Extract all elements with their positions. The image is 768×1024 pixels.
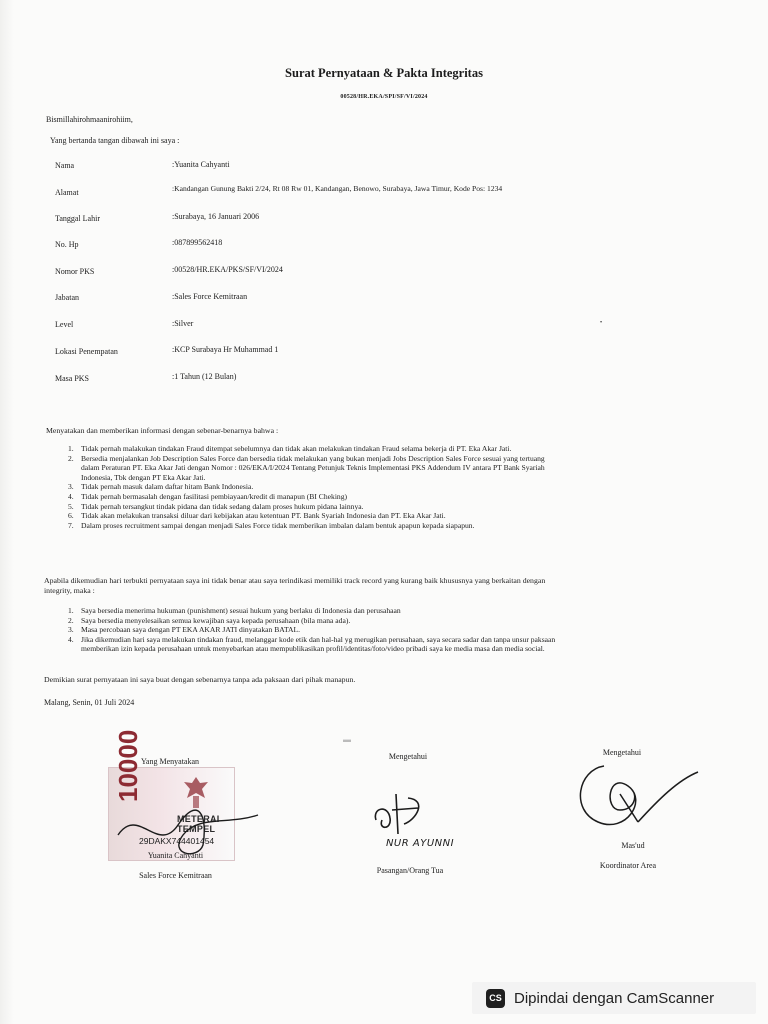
statement-number: 7. <box>68 520 74 530</box>
declarant-role: Sales Force Kemitraan <box>139 871 212 880</box>
consequence-text-line: Saya bersedia menyelesaikan semua kewajiban saya kepada perusahaan (bila mana ada). <box>81 615 351 625</box>
consequence-text-line: Saya bersedia menerima hukuman (punishment) sesuai hukum yang berlaku di Indonesia dan perusahaan <box>81 606 401 615</box>
stamp-serial: 29DAKX744401454 <box>139 836 215 846</box>
statement-item <box>68 502 728 512</box>
field-value-alamat: :Kandangan Gunung Bakti 2/24, Rt 08 Rw 01, Kandangan, Benowo, Surabaya, Jawa Timur, Kode Pos: 1234 <box>172 184 503 193</box>
consequence-item <box>68 635 728 654</box>
field-value-level: :Silver <box>172 319 194 328</box>
scan-mark: ▬ <box>343 735 351 744</box>
declarant-heading: Yang Menyatakan <box>140 757 200 766</box>
coordinator-heading: Mengetahui <box>602 748 642 757</box>
statement-text-line: Tidak pernah malakukan tindakan Fraud ditempat sebelumnya dan tidak akan melakukan tindakan Fraud selama bekerja di PT. Eka Akar Jati. <box>81 444 512 453</box>
statement-item <box>68 482 728 492</box>
statement-intro: Menyatakan dan memberikan informasi dengan sebenar-benarnya bahwa : <box>46 426 279 435</box>
field-label-tanggal-lahir: Tanggal Lahir <box>55 214 100 223</box>
consequence-intro-line1: Apabila dikemudian hari terbukti pernyataan saya ini tidak benar atau saya terindikasi memiliki track record yang kurang baik khususnya yang berkaitan dengan <box>44 576 546 585</box>
consequence-number: 2. <box>68 615 74 625</box>
document-number: 00528/HR.EKA/SPI/SF/VI/2024 <box>340 94 428 100</box>
field-label-no-hp: No. Hp <box>55 240 79 249</box>
statement-number: 5. <box>68 501 74 511</box>
consequence-intro-line2: integrity, maka : <box>44 586 95 595</box>
statement-text-line: Tidak akan melakukan transaksi diluar dari kebijakan atau ketentuan PT. Bank Syariah Indonesia dan PT. Eka Akar Jati. <box>81 511 446 521</box>
consequence-list <box>68 606 728 654</box>
statement-text-line: dalam Peraturan PT. Eka Akar Jati dengan Nomor : 026/EKA/I/2024 Tentang Petunjuk Teknis Implementasi PKS Addendum IV antara PT Bank Syariah <box>81 463 545 473</box>
statement-number: 6. <box>68 511 74 521</box>
consequence-item <box>68 606 728 616</box>
statement-list <box>68 444 728 530</box>
consequence-item <box>68 616 728 626</box>
statement-text-line: Indonesia, Tbk dengan PT Eka Akar Jati. <box>81 472 206 482</box>
witness-signature-icon <box>368 790 438 838</box>
statement-item <box>68 444 728 454</box>
camscanner-text: Dipindai dengan CamScanner <box>514 989 715 1007</box>
stamp-label-line1: METERAI <box>177 814 220 824</box>
consequence-text-line: memberikan izin kepada perusahaan untuk menyebarkan atau mempublikasikan profil/identitas/foto/video pribadi saya ke media masa dan media social. <box>81 644 545 654</box>
statement-item <box>68 511 728 521</box>
place-date: Malang, Senin, 01 Juli 2024 <box>44 698 135 707</box>
coordinator-role: Koordinator Area <box>599 861 657 870</box>
statement-item <box>68 454 728 483</box>
field-label-nama: Nama <box>55 161 75 170</box>
statement-text-line: Tidak pernah tersangkut tindak pidana dan tidak sedang dalam proses hukum pidana lainnya. <box>81 501 364 511</box>
closing-statement: Demikian surat pernyataan ini saya buat dengan sebenarnya tanpa ada paksaan dari pihak manapun. <box>44 675 356 684</box>
consequence-text-line: Jika dikemudian hari saya melakukan tindakan fraud, melanggar kode etik dan hal-hal yg merugikan perusahaan, saya secara sadar dan tanpa unsur paksaan <box>81 634 556 644</box>
camscanner-icon: CS <box>486 989 505 1008</box>
coordinator-name: Mas'ud <box>621 841 645 850</box>
statement-number: 3. <box>68 482 74 492</box>
statement-text-line: Tidak pernah masuk dalam daftar hitam Bank Indonesia. <box>81 482 254 492</box>
opening-line: Bismillahirohmaanirohiim, <box>46 115 133 124</box>
field-label-level: Level <box>55 320 74 329</box>
statement-number: 4. <box>68 491 74 501</box>
field-label-nomor-pks: Nomor PKS <box>55 267 95 276</box>
stamp-value: 10000 <box>113 729 143 802</box>
statement-text-line: Dalam proses recruitment sampai dengan menjadi Sales Force tidak memberikan imbalan dalam bentuk apapun kepada siapapun. <box>81 520 475 530</box>
field-value-masa-pks: :1 Tahun (12 Bulan) <box>172 372 237 381</box>
field-label-jabatan: Jabatan <box>55 293 79 302</box>
scan-edge-shadow <box>0 0 14 1024</box>
camscanner-badge <box>472 982 756 1014</box>
intro-line: Yang bertanda tangan dibawah ini saya : <box>50 136 180 145</box>
statement-item <box>68 521 728 531</box>
witness-role: Pasangan/Orang Tua <box>376 866 444 875</box>
witness-handwritten-name: NUR AYUNNI <box>385 838 455 849</box>
coordinator-signature-icon <box>568 760 703 850</box>
statement-text-line: Bersedia menjalankan Job Description Sales Force dan bersedia tidak melakukan yang bukan menjadi Jobs Description Sales Force sesuai yang tertuang <box>81 453 545 463</box>
consequence-text-line: Masa percobaan saya dengan PT EKA AKAR JATI dinyatakan BATAL. <box>81 625 300 635</box>
consequence-number: 1. <box>68 606 74 615</box>
field-label-lokasi-penempatan: Lokasi Penempatan <box>55 347 118 356</box>
declarant-name: Yuanita Cahyanti <box>147 851 204 860</box>
field-value-nama: :Yuanita Cahyanti <box>172 160 230 169</box>
witness-heading: Mengetahui <box>388 752 428 761</box>
consequence-item <box>68 625 728 635</box>
field-value-tanggal-lahir: :Surabaya, 16 Januari 2006 <box>172 212 260 221</box>
consequence-number: 3. <box>68 625 74 635</box>
stamp-label-line2: TEMPEL <box>177 824 216 834</box>
consequence-number: 4. <box>68 634 74 644</box>
scan-speck: • <box>600 320 603 326</box>
statement-number: 1. <box>68 444 74 453</box>
field-value-lokasi-penempatan: :KCP Surabaya Hr Muhammad 1 <box>172 345 279 354</box>
field-value-jabatan: :Sales Force Kemitraan <box>172 292 248 301</box>
statement-number: 2. <box>68 453 74 463</box>
statement-text-line: Tidak pernah bermasalah dengan fasilitasi pembiayaan/kredit di manapun (BI Cheking) <box>81 491 348 501</box>
field-label-masa-pks: Masa PKS <box>55 374 90 383</box>
document-title: Surat Pernyataan & Pakta Integritas <box>285 66 483 80</box>
statement-item <box>68 492 728 502</box>
field-label-alamat: Alamat <box>55 188 79 197</box>
field-value-nomor-pks: :00528/HR.EKA/PKS/SF/VI/2024 <box>172 265 283 274</box>
field-value-no-hp: :087899562418 <box>172 238 223 247</box>
